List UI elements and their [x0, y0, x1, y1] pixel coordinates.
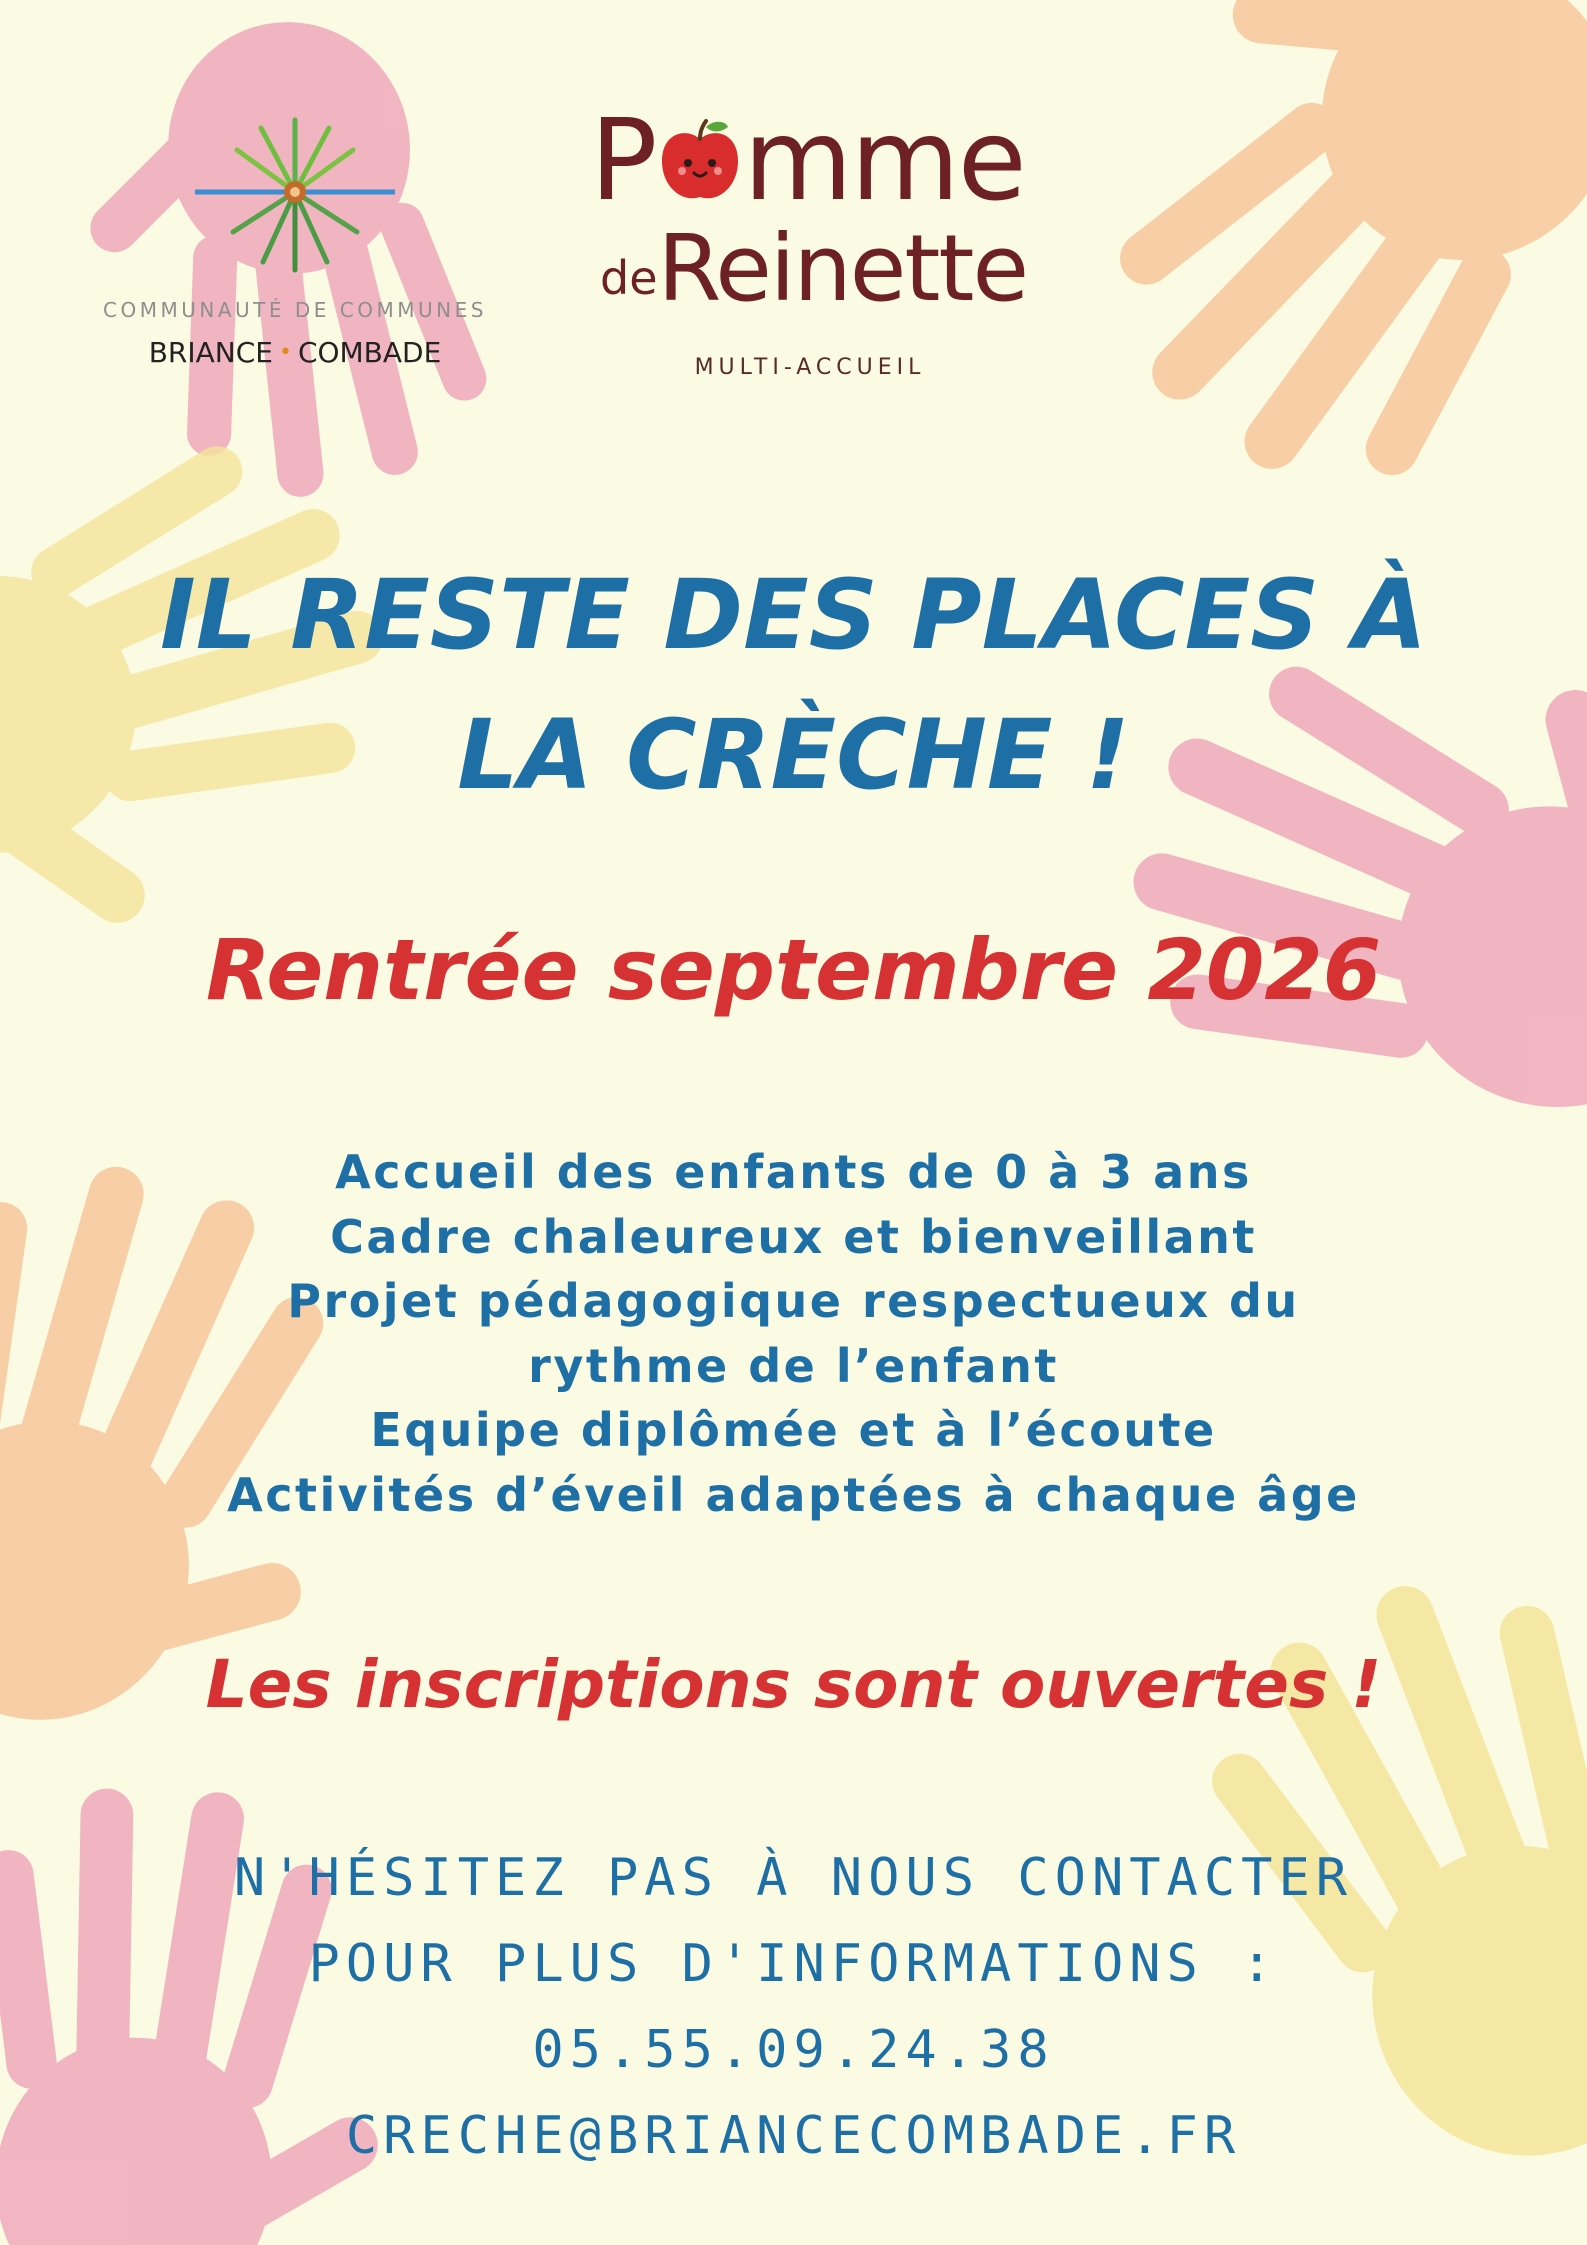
- headline-line1: IL RESTE DES PLACES À: [159, 559, 1428, 671]
- feature-item: Projet pédagogique respectueux du: [287, 1274, 1300, 1328]
- community-name-line1: COMMUNAUTÉ DE COMMUNES: [103, 298, 487, 322]
- feature-item: rythme de l’enfant: [528, 1338, 1059, 1393]
- feature-item: Activités d’éveil adaptées à chaque âge: [227, 1467, 1360, 1522]
- apple-mascot-icon: [656, 117, 744, 207]
- creche-logo-word-pomme: [590, 96, 1025, 226]
- headline-line2: LA CRÈCHE !: [457, 699, 1130, 811]
- community-name-combade: COMBADE: [297, 336, 442, 369]
- feature-item: Cadre chaleureux et bienveillant: [330, 1209, 1257, 1264]
- features-list: [100, 1140, 1487, 1527]
- feature-item: Accueil des enfants de 0 à 3 ans: [335, 1145, 1252, 1199]
- registration-open-text: Les inscriptions sont ouvertes !: [205, 1646, 1382, 1723]
- creche-logo-letters-mme: mme: [743, 96, 1025, 226]
- contact-line1: N'HÉSITEZ PAS À NOUS CONTACTER: [233, 1848, 1354, 1908]
- contact-phone[interactable]: 05.55.09.24.38: [532, 2020, 1055, 2080]
- creche-logo-letter-p: P: [590, 96, 656, 226]
- subheadline: Rentrée septembre 2026: [205, 921, 1382, 1019]
- community-name-briance: BRIANCE: [148, 336, 273, 369]
- creche-logo: [580, 96, 1040, 405]
- community-logo: [70, 100, 520, 390]
- headline: [100, 545, 1487, 825]
- starburst-logo-icon: [195, 110, 395, 290]
- contact-email[interactable]: CRECHE@BRIANCECOMBADE.FR: [345, 2106, 1242, 2166]
- creche-logo-reinette: Reinette: [657, 215, 1028, 322]
- community-name-line2: [70, 336, 520, 369]
- creche-logo-de: de: [600, 251, 658, 305]
- contact-line2: POUR PLUS D'INFORMATIONS :: [308, 1934, 1279, 1994]
- community-name-separator: •: [278, 340, 292, 365]
- creche-logo-word-reinette: [600, 215, 1028, 322]
- contact-block: [100, 1835, 1487, 2179]
- feature-item: Equipe diplômée et à l’écoute: [370, 1403, 1217, 1457]
- creche-logo-tagline: MULTI-ACCUEIL: [694, 355, 926, 380]
